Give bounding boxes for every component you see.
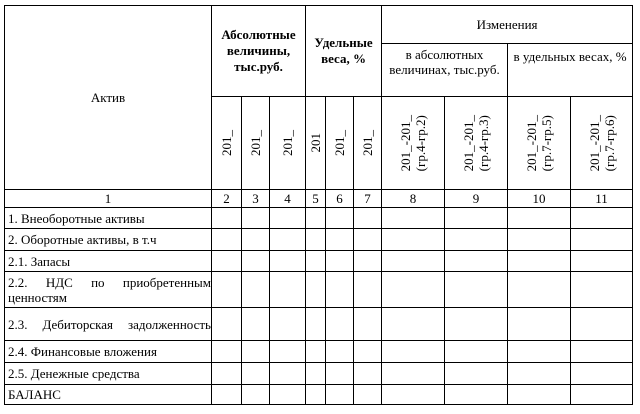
empty-cell xyxy=(270,272,306,308)
row-label: 2.3. Дебиторская задолженность xyxy=(5,308,212,341)
column-number-row xyxy=(5,190,633,208)
table-row xyxy=(5,363,633,385)
empty-cell xyxy=(212,363,242,385)
table-row xyxy=(5,208,633,229)
year-col-6: 201_ xyxy=(326,97,354,190)
empty-cell xyxy=(571,308,633,341)
empty-cell xyxy=(354,251,382,272)
empty-cell xyxy=(354,308,382,341)
table-row xyxy=(5,229,633,251)
empty-cell xyxy=(242,385,270,405)
col-number: 4 xyxy=(270,190,306,208)
col-number: 1 xyxy=(5,190,212,208)
empty-cell xyxy=(445,229,508,251)
table-row xyxy=(5,272,633,308)
changes-absolute-header: в абсолютных величинах, тыс.руб. xyxy=(382,44,508,97)
row-label: БАЛАНС xyxy=(5,385,212,405)
empty-cell xyxy=(354,363,382,385)
empty-cell xyxy=(571,229,633,251)
empty-cell xyxy=(242,308,270,341)
empty-cell xyxy=(326,272,354,308)
empty-cell xyxy=(270,385,306,405)
empty-cell xyxy=(306,308,326,341)
empty-cell xyxy=(382,308,445,341)
year-col-4: 201_ xyxy=(270,97,306,190)
empty-cell xyxy=(212,272,242,308)
empty-cell xyxy=(212,341,242,363)
empty-cell xyxy=(354,341,382,363)
col-number: 8 xyxy=(382,190,445,208)
empty-cell xyxy=(212,385,242,405)
empty-cell xyxy=(354,272,382,308)
table-row xyxy=(5,251,633,272)
row-label: 2. Оборотные активы, в т.ч xyxy=(5,229,212,251)
empty-cell xyxy=(382,363,445,385)
empty-cell xyxy=(242,341,270,363)
empty-cell xyxy=(270,229,306,251)
change-period-col-8: 201_-201_ (гр.4-гр.2) xyxy=(382,97,445,190)
empty-cell xyxy=(571,385,633,405)
empty-cell xyxy=(306,385,326,405)
row-label: 2.2. НДС по приобретенным ценностям xyxy=(5,272,212,308)
empty-cell xyxy=(354,229,382,251)
empty-cell xyxy=(445,208,508,229)
empty-cell xyxy=(445,308,508,341)
empty-cell xyxy=(508,229,571,251)
empty-cell xyxy=(326,308,354,341)
empty-cell xyxy=(508,341,571,363)
empty-cell xyxy=(508,251,571,272)
changes-specific-header: в удельных весах, % xyxy=(508,44,633,97)
empty-cell xyxy=(326,229,354,251)
change-period-col-11: 201_-201_ (гр.7-гр.6) xyxy=(571,97,633,190)
col-number: 9 xyxy=(445,190,508,208)
col-number: 11 xyxy=(571,190,633,208)
row-label: 2.1. Запасы xyxy=(5,251,212,272)
empty-cell xyxy=(508,208,571,229)
empty-cell xyxy=(571,208,633,229)
specific-weights-header: Удельные веса, % xyxy=(306,6,382,97)
empty-cell xyxy=(326,208,354,229)
empty-cell xyxy=(270,208,306,229)
empty-cell xyxy=(382,251,445,272)
empty-cell xyxy=(326,385,354,405)
empty-cell xyxy=(212,251,242,272)
empty-cell xyxy=(508,308,571,341)
empty-cell xyxy=(571,363,633,385)
change-period-col-9: 201_-201_ (гр.4-гр.3) xyxy=(445,97,508,190)
empty-cell xyxy=(508,385,571,405)
table-row xyxy=(5,308,633,341)
year-col-7: 201_ xyxy=(354,97,382,190)
empty-cell xyxy=(382,341,445,363)
empty-cell xyxy=(242,251,270,272)
row-label: 2.4. Финансовые вложения xyxy=(5,341,212,363)
change-period-col-10: 201_-201_ (гр.7-гр.5) xyxy=(508,97,571,190)
col-number: 6 xyxy=(326,190,354,208)
empty-cell xyxy=(326,251,354,272)
row-label: 1. Внеоборотные активы xyxy=(5,208,212,229)
year-col-2: 201_ xyxy=(212,97,242,190)
col-number: 7 xyxy=(354,190,382,208)
empty-cell xyxy=(508,272,571,308)
empty-cell xyxy=(270,363,306,385)
empty-cell xyxy=(445,251,508,272)
empty-cell xyxy=(306,341,326,363)
empty-cell xyxy=(382,385,445,405)
empty-cell xyxy=(242,229,270,251)
year-col-5: 201 xyxy=(306,97,326,190)
empty-cell xyxy=(270,251,306,272)
empty-cell xyxy=(354,208,382,229)
empty-cell xyxy=(445,272,508,308)
empty-cell xyxy=(382,208,445,229)
empty-cell xyxy=(242,272,270,308)
empty-cell xyxy=(306,272,326,308)
absolute-values-header: Абсолютные величины, тыс.руб. xyxy=(212,6,306,97)
analytical-balance-table xyxy=(4,5,633,405)
empty-cell xyxy=(326,363,354,385)
empty-cell xyxy=(445,341,508,363)
col-number: 3 xyxy=(242,190,270,208)
empty-cell xyxy=(445,363,508,385)
asset-header: Актив xyxy=(5,6,212,190)
empty-cell xyxy=(571,341,633,363)
empty-cell xyxy=(382,229,445,251)
empty-cell xyxy=(212,308,242,341)
empty-cell xyxy=(571,251,633,272)
empty-cell xyxy=(306,208,326,229)
empty-cell xyxy=(382,272,445,308)
table-row xyxy=(5,341,633,363)
col-number: 5 xyxy=(306,190,326,208)
changes-header: Изменения xyxy=(382,6,633,44)
empty-cell xyxy=(270,341,306,363)
table-row xyxy=(5,385,633,405)
row-label: 2.5. Денежные средства xyxy=(5,363,212,385)
empty-cell xyxy=(242,363,270,385)
empty-cell xyxy=(354,385,382,405)
col-number: 2 xyxy=(212,190,242,208)
empty-cell xyxy=(306,363,326,385)
empty-cell xyxy=(306,229,326,251)
empty-cell xyxy=(306,251,326,272)
empty-cell xyxy=(212,208,242,229)
empty-cell xyxy=(326,341,354,363)
empty-cell xyxy=(571,272,633,308)
empty-cell xyxy=(212,229,242,251)
empty-cell xyxy=(508,363,571,385)
empty-cell xyxy=(242,208,270,229)
empty-cell xyxy=(270,308,306,341)
col-number: 10 xyxy=(508,190,571,208)
year-col-3: 201_ xyxy=(242,97,270,190)
empty-cell xyxy=(445,385,508,405)
